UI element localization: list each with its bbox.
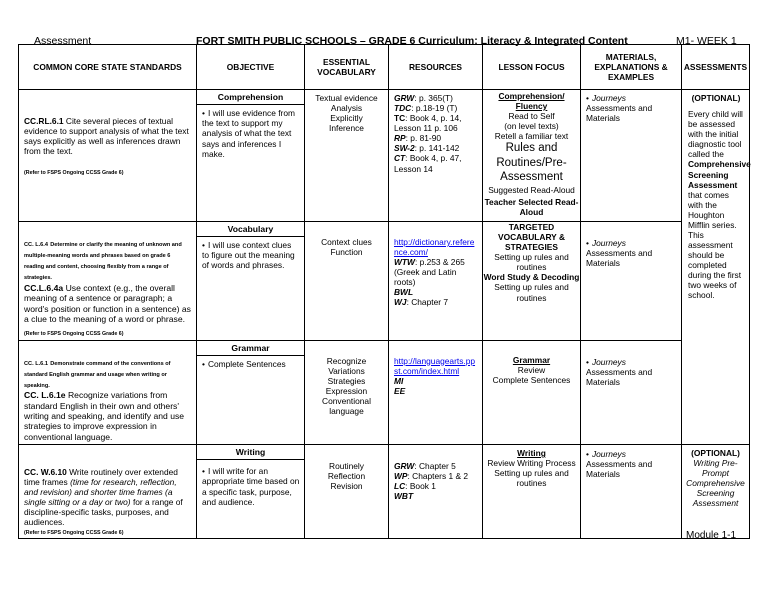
vocab-term: Recognize: [326, 355, 367, 366]
objective-text: Complete Sentences: [207, 358, 286, 369]
vocab-term: Variations: [328, 365, 365, 376]
materials-cell: [581, 445, 682, 539]
standards-cell: [19, 90, 197, 222]
resources-cell: [389, 340, 483, 445]
resource-value: : Book 1: [405, 481, 436, 492]
standards-cell: [19, 340, 197, 445]
resource-key: WP: [394, 471, 408, 482]
resource-key: GRW: [394, 461, 415, 472]
resource-value: : Chapter 7: [406, 297, 448, 308]
focus-title: Grammar: [512, 354, 551, 365]
assessments-cell: [682, 445, 750, 539]
resource-key: RP: [394, 133, 406, 144]
resource-value: : p.253 & 265 (Greek and Latin roots): [394, 257, 465, 288]
assessment-bold-name: Comprehensive Screening Assessment: [688, 159, 751, 190]
resource-key: TC: [394, 113, 406, 124]
materials-rest: Assessments and Materials: [586, 459, 653, 480]
objective-cell: [197, 340, 305, 445]
col-header-resources: RESOURCES: [389, 45, 483, 90]
resources-cell: [389, 222, 483, 341]
section-label-writing: Writing: [197, 445, 304, 460]
assessment-line: Comprehensive Screening Assessment: [686, 478, 745, 509]
vocab-term: Textual evidence: [315, 93, 378, 103]
languagearts-link[interactable]: http://languagearts.ppst.com/index.html: [394, 355, 476, 376]
standard-text: Write routinely over extended time frames: [24, 467, 178, 488]
focus-title: Comprehension/ Fluency: [498, 91, 565, 112]
resource-key: LC: [394, 481, 406, 492]
materials-rest: Assessments and Materials: [586, 366, 653, 387]
objective-cell: [197, 445, 305, 539]
resource-key: WTW: [394, 257, 415, 268]
table-row-vocabulary: [19, 222, 750, 341]
standard-code: CC.RL.6.1: [24, 116, 64, 126]
resource-value: : p. 81-90: [405, 133, 442, 144]
focus-line: Review Writing Process: [487, 458, 576, 469]
vocab-term: Context clues: [321, 237, 372, 247]
curriculum-table: [18, 44, 750, 539]
materials-rest: Assessments and Materials: [586, 103, 653, 124]
objective-text: I will write for an appropriate time based on a specific task, purpose, and audience.: [202, 466, 300, 507]
header-left-label: Assessment: [34, 35, 92, 47]
lesson-focus-cell: [483, 445, 581, 539]
lesson-focus-cell: [483, 222, 581, 341]
vocab-term: Revision: [330, 481, 363, 492]
standard2-text: Recognize variations from standard English in their own and others' writing and speaking, and identify and use strategies to improve expression in conventional language.: [24, 390, 185, 442]
vocab-term: Analysis: [330, 103, 363, 114]
assessment-text: Every child will be assessed with the initial diagnostic tool called the: [688, 109, 743, 160]
vocab-term: Expression: [325, 385, 368, 396]
refer-note: (Refer to FSPS Ongoing CCSS Grade 6): [24, 529, 124, 536]
resources-cell: [389, 90, 483, 222]
standard-code: CC. W.6.10: [24, 467, 67, 478]
materials-journeys: Journeys: [591, 449, 626, 460]
section-label-grammar: Grammar: [197, 341, 304, 356]
resource-key: BWL: [394, 287, 414, 298]
objective-cell: [197, 222, 305, 341]
col-header-materials: MATERIALS, EXPLANATIONS & EXAMPLES: [581, 45, 682, 90]
section-label-vocabulary: Vocabulary: [197, 222, 304, 237]
materials-cell: [581, 90, 682, 222]
resource-value: : Chapters 1 & 2: [407, 471, 469, 482]
header-week-label: M1- WEEK 1: [676, 35, 737, 47]
col-header-lesson-focus: LESSON FOCUS: [483, 45, 581, 90]
materials-journeys: Journeys: [591, 356, 626, 367]
focus-line: Retell a familiar text: [494, 131, 569, 142]
page-title: FORT SMITH PUBLIC SCHOOLS – GRADE 6 Curriculum: Literacy & Integrated Content: [196, 35, 628, 47]
resource-value: : Chapter 5: [414, 461, 456, 472]
table-row-writing: [19, 445, 750, 539]
assessment-optional: (OPTIONAL): [691, 93, 741, 103]
resource-key: WBT: [394, 491, 414, 502]
lesson-focus-cell: [483, 340, 581, 445]
focus-line: Setting up rules and routines: [494, 468, 569, 489]
resource-key: CT: [394, 153, 406, 164]
resources-cell: [389, 445, 483, 539]
resource-key: WJ: [394, 297, 407, 308]
standard-code: CC. L.6.1: [24, 360, 48, 367]
vocabulary-cell: [305, 90, 389, 222]
vocab-term: Strategies: [327, 375, 366, 386]
resource-key: MI: [394, 375, 404, 386]
focus-line: Setting up rules and routines: [494, 282, 569, 303]
vocabulary-cell: [305, 340, 389, 445]
vocab-term: Reflection: [327, 471, 366, 482]
standards-cell: [19, 222, 197, 341]
dictionary-link[interactable]: http://dictionary.reference.com/: [394, 237, 475, 258]
focus-rules-preassessment: Rules and Routines/Pre-Assessment: [496, 142, 567, 184]
resource-key: EE: [394, 385, 406, 396]
focus-line: (on level texts): [504, 121, 559, 132]
focus-title-2: Word Study & Decoding: [483, 272, 580, 283]
standard-text-italic: (time for research, reflection, and revision) and shorter time frames (a single sitting or a day or two): [24, 477, 177, 508]
vocab-term: Function: [330, 247, 363, 258]
focus-suggested: Suggested Read-Aloud: [488, 184, 575, 195]
standard2-code: CC.L.6.4a: [24, 282, 64, 293]
vocabulary-cell: [305, 445, 389, 539]
vocabulary-cell: [305, 222, 389, 341]
module-footer: Module 1-1: [686, 530, 737, 541]
resource-key: SW-2: [394, 143, 415, 154]
standard-text: Cite several pieces of textual evidence to support analysis of what the text says explicitly as well as inferences drawn from the text.: [24, 116, 189, 157]
focus-line: Read to Self: [508, 111, 555, 122]
vocab-term: Explicitly: [330, 113, 363, 124]
objective-text: I will use context clues to figure out the meaning of words and phrases.: [202, 240, 295, 271]
assessments-cell: [682, 90, 750, 445]
materials-journeys: Journeys: [591, 238, 626, 248]
standard-code: CC. L.6.4: [24, 242, 48, 248]
assessment-line: Writing Pre-Prompt: [693, 458, 738, 479]
refer-note: (Refer to FSPS Ongoing CCSS Grade 6): [24, 170, 124, 177]
vocab-term: Conventional language: [322, 395, 371, 416]
resource-value: : p. 141-142: [414, 143, 460, 154]
refer-note: (Refer to FSPS Ongoing CCSS Grade 6): [24, 331, 124, 338]
materials-cell: [581, 340, 682, 445]
materials-cell: [581, 222, 682, 341]
standard-text-2: for a range of discipline-specific tasks, purposes, and audiences.: [24, 497, 183, 528]
standard2-code: CC. L.6.1e: [24, 390, 66, 401]
resource-value: : Book 4, p. 14, Lesson 11 p. 106: [394, 113, 462, 134]
focus-line: Complete Sentences: [492, 374, 571, 385]
focus-title: Writing: [517, 448, 546, 459]
standards-cell: [19, 445, 197, 539]
col-header-assessments: ASSESSMENTS: [682, 45, 750, 90]
materials-journeys: Journeys: [591, 93, 626, 103]
col-header-standards: COMMON CORE STATE STANDARDS: [19, 45, 197, 90]
objective-text: I will use evidence from the text to support my analysis of what the text says and inferences I make.: [202, 108, 295, 159]
lesson-focus-cell: [483, 90, 581, 222]
table-row-comprehension: [19, 90, 750, 222]
section-label-comprehension: Comprehension: [197, 90, 304, 105]
resource-value: : p. 365(T): [414, 93, 453, 103]
vocab-term: Routinely: [329, 461, 364, 472]
focus-title: TARGETED VOCABULARY & STRATEGIES: [497, 222, 565, 253]
table-row-grammar: [19, 340, 750, 445]
standard-text: Demonstrate command of the conventions of standard English grammar and usage when writing or speaking.: [24, 360, 171, 389]
assessment-text-2: that comes with the Houghton Mifflin series. This assessment should be completed during the first two weeks of school.: [688, 189, 742, 301]
table-header-row: [19, 45, 750, 90]
col-header-vocabulary: ESSENTIAL VOCABULARY: [305, 45, 389, 90]
resource-value: : p.18-19 (T): [411, 103, 458, 114]
col-header-objective: OBJECTIVE: [197, 45, 305, 90]
objective-cell: [197, 90, 305, 222]
vocab-term: Inference: [329, 123, 364, 134]
focus-line: Setting up rules and routines: [494, 252, 569, 273]
resource-value: : Book 4, p. 47, Lesson 14: [394, 153, 462, 174]
focus-line: Review: [517, 364, 546, 375]
resource-key: TDC: [394, 103, 412, 114]
standard2-text: Use context (e.g., the overall meaning of a sentence or paragraph; a word's position or function in a sentence) as a clue to the meaning of a word or phrase.: [24, 282, 191, 324]
resource-key: GRW: [394, 93, 415, 103]
focus-teacher-selected: Teacher Selected Read-Aloud: [484, 196, 579, 217]
assessment-optional: (OPTIONAL): [691, 448, 740, 459]
materials-rest: Assessments and Materials: [586, 248, 653, 269]
standard-text: Determine or clarify the meaning of unknown and multiple-meaning words and phrases based on grade 6 reading and content, choosing flexibly from a range of strategies.: [24, 242, 182, 281]
